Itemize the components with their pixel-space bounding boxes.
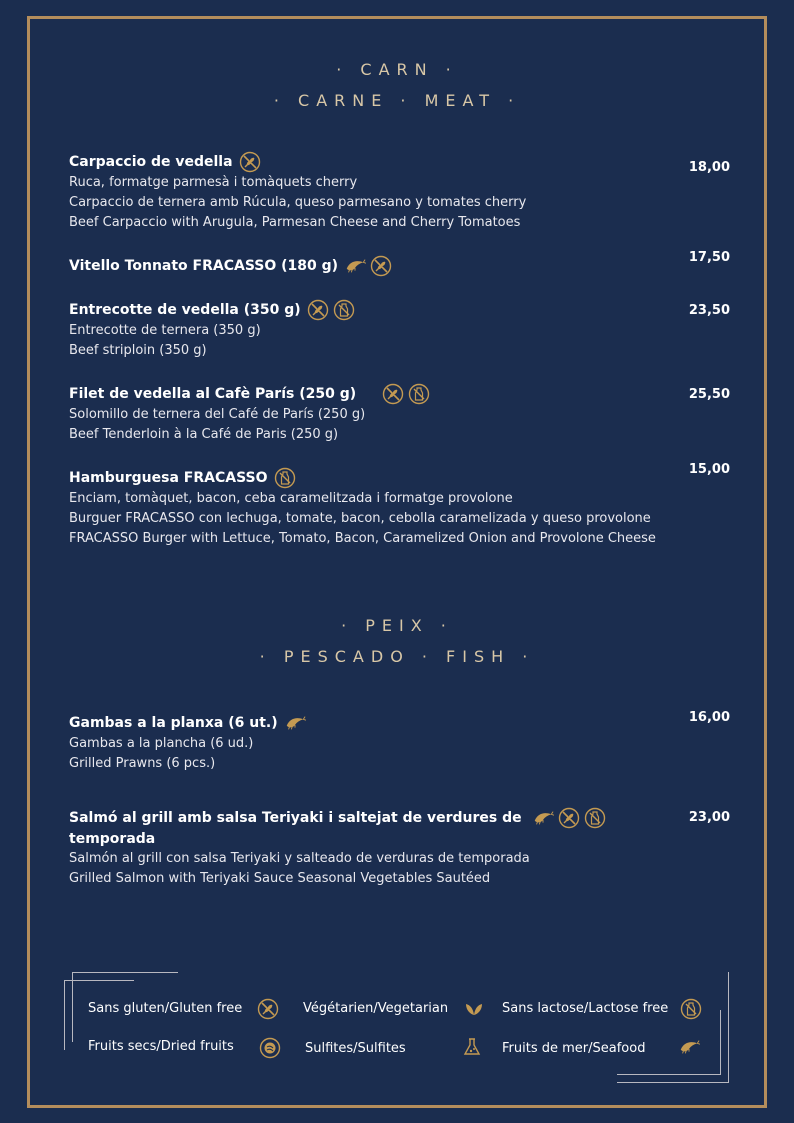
menu-item-gambas [69, 712, 719, 774]
sulfites-icon [461, 1036, 483, 1058]
menu-item-filet [69, 383, 719, 445]
item-desc-en: Grilled Prawns (6 pcs.) [69, 756, 216, 771]
legend-border [617, 1074, 721, 1075]
legend-border [72, 972, 178, 973]
item-name: Carpaccio de vedella [69, 151, 719, 173]
gluten-free-icon [370, 255, 392, 277]
lactose-free-icon [584, 807, 606, 829]
legend-border [72, 972, 73, 1042]
item-price: 16,00 [688, 710, 730, 725]
seafood-icon [344, 255, 366, 277]
dried-fruits-icon [259, 1037, 281, 1059]
menu-item-hamburguesa [69, 467, 749, 549]
lactose-free-icon [680, 998, 702, 1020]
gluten-free-icon [257, 998, 279, 1020]
item-price: 23,00 [688, 810, 730, 825]
seafood-icon [284, 712, 306, 734]
vegetarian-icon [463, 998, 485, 1020]
item-price: 15,00 [688, 462, 730, 477]
legend-border [64, 980, 134, 981]
item-price: 18,00 [688, 160, 730, 175]
legend-lactose-free: Sans lactose/Lactose free [502, 1001, 669, 1016]
item-desc-es: Solomillo de ternera del Café de París (250 g) [69, 407, 366, 422]
item-desc-es: Carpaccio de ternera amb Rúcula, queso parmesano y tomates cherry [69, 195, 527, 210]
menu-item-carpaccio [69, 151, 719, 233]
item-desc-ca: Ruca, formatge parmesà i tomàquets cherry [69, 175, 358, 190]
item-desc-es: Salmón al grill con salsa Teriyaki y salteado de verduras de temporada [69, 851, 530, 866]
allergen-legend [62, 970, 732, 1085]
gluten-free-icon [307, 299, 329, 321]
item-name: Vitello Tonnato FRACASSO (180 g) [69, 255, 719, 277]
lactose-free-icon [333, 299, 355, 321]
item-desc-en: Beef Carpaccio with Arugula, Parmesan Cheese and Cherry Tomatoes [69, 215, 521, 230]
item-desc-ca: Enciam, tomàquet, bacon, ceba caramelitzada i formatge provolone [69, 491, 513, 506]
seafood-icon [532, 807, 554, 829]
item-name: Filet de vedella al Cafè París (250 g) [69, 383, 719, 405]
lactose-free-icon [274, 467, 296, 489]
item-name: Entrecotte de vedella (350 g) [69, 299, 719, 321]
section-title-carne-meat: · CARNE · MEAT · [273, 91, 521, 110]
item-desc-es: Entrecotte de ternera (350 g) [69, 323, 261, 338]
legend-border [617, 1082, 729, 1083]
item-price: 17,50 [688, 250, 730, 265]
lactose-free-icon [408, 383, 430, 405]
item-desc-en: Beef Tenderloin à la Café de Paris (250 g) [69, 427, 339, 442]
legend-border [64, 980, 65, 1050]
item-desc-es: Burguer FRACASSO con lechuga, tomate, bacon, cebolla caramelizada y queso provolone [69, 511, 651, 526]
legend-sulfites: Sulfites/Sulfites [305, 1041, 406, 1056]
item-price: 23,50 [688, 303, 730, 318]
section-title-peix: · PEIX · [341, 616, 453, 635]
legend-border [728, 972, 729, 1082]
item-name: Hamburguesa FRACASSO [69, 467, 749, 489]
legend-gluten-free: Sans gluten/Gluten free [88, 1001, 243, 1016]
item-desc-es: Gambas a la plancha (6 ud.) [69, 736, 254, 751]
menu-item-salmo [69, 807, 719, 889]
menu-item-vitello [69, 255, 719, 277]
item-price: 25,50 [688, 387, 730, 402]
gluten-free-icon [558, 807, 580, 829]
item-name: Gambas a la planxa (6 ut.) [69, 712, 719, 734]
item-desc-en: FRACASSO Burger with Lettuce, Tomato, Bacon, Caramelized Onion and Provolone Cheese [69, 531, 656, 546]
section-title-pescado-fish: · PESCADO · FISH · [259, 647, 535, 666]
legend-border [720, 1010, 721, 1075]
item-desc-en: Beef striploin (350 g) [69, 343, 207, 358]
section-title-carn: · CARN · [336, 60, 458, 79]
item-desc-en: Grilled Salmon with Teriyaki Sauce Seasonal Vegetables Sautéed [69, 871, 491, 886]
legend-seafood: Fruits de mer/Seafood [502, 1041, 646, 1056]
item-name: Salmó al grill amb salsa Teriyaki i saltejat de verdures de [69, 807, 719, 829]
menu-item-entrecotte [69, 299, 719, 361]
gluten-free-icon [239, 151, 261, 173]
gluten-free-icon [382, 383, 404, 405]
item-name-cont: temporada [69, 831, 156, 847]
legend-vegetarian: Végétarien/Vegetarian [303, 1001, 449, 1016]
legend-dried-fruits: Fruits secs/Dried fruits [88, 1039, 234, 1054]
seafood-icon [678, 1036, 700, 1058]
